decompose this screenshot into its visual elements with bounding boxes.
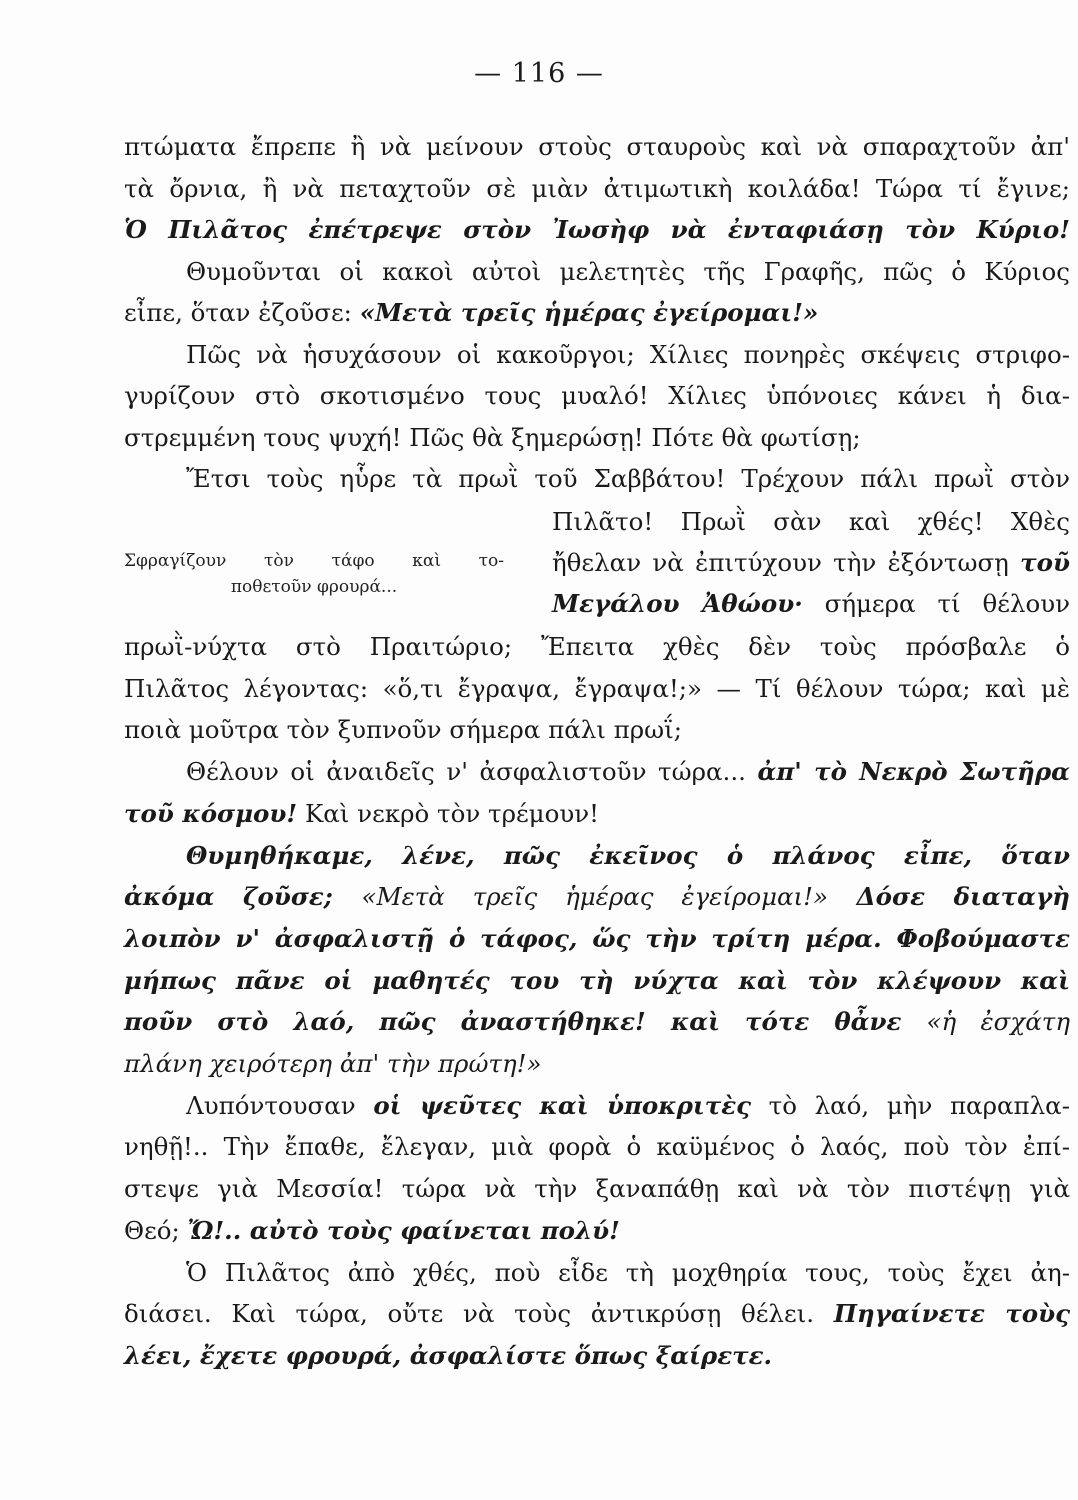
- text-line: [124, 296, 1070, 330]
- text-line: [124, 1047, 1070, 1081]
- emphasis-text: «Μετὰ τρεῖς ἡμέρας ἐγείρομαι!»: [361, 882, 829, 912]
- text-run: γυρίζουν στὸ σκοτισμένο τους μυαλό! Χίλιες ὑπόνοιες κάνει ἡ δια-: [124, 381, 1070, 410]
- margin-note-line: ποθετοῦν φρουρά...: [230, 577, 398, 597]
- text-line: [124, 130, 1070, 164]
- text-line: [124, 421, 1070, 455]
- emphasis-text: Μεγάλου Ἀθώου·: [552, 589, 803, 618]
- text-line: [124, 1005, 1070, 1039]
- text-line: [124, 880, 1070, 914]
- text-line: [552, 587, 1070, 621]
- text-run: πτώματα ἔπρεπε ἢ νὰ μείνουν στοὺς σταυροὺς καὶ νὰ σπαραχτοῦν ἀπ': [124, 132, 1070, 161]
- text-line: [124, 672, 1070, 706]
- text-line: [124, 172, 1070, 206]
- emphasis-text: ποῦν στὸ λαό, πῶς ἀναστήθηκε! καὶ τότε θἆνε: [124, 1007, 927, 1037]
- text-line: [124, 1130, 1070, 1164]
- text-line: [124, 630, 1070, 664]
- text-run: Θυμοῦνται οἱ κακοὶ αὐτοὶ μελετητὲς τῆς Γραφῆς, πῶς ὁ Κύριος: [186, 256, 1070, 286]
- text-run: Πῶς νὰ ἡσυχάσουν οἱ κακοῦργοι; Χίλιες πονηρὲς σκέψεις στριφο-: [186, 339, 1070, 369]
- text-run: Θέλουν οἱ ἀναιδεῖς ν' ἀσφαλιστοῦν τώρα...: [186, 757, 758, 787]
- emphasis-text: πλάνη χειρότερη ἀπ' τὴν πρώτη!»: [124, 1049, 542, 1078]
- text-run: ἤθελαν νὰ ἐπιτύχουν τὴν ἐξόντωσῃ: [552, 548, 1021, 577]
- emphasis-text: Δόσε διαταγὴ: [828, 882, 1070, 912]
- text-run: στρεμμένη τους ψυχή! Πῶς θὰ ξημερώσῃ! Πότε θὰ φωτίσῃ;: [124, 422, 861, 452]
- emphasis-text: οἱ ψεῦτες καὶ ὑποκριτὲς: [373, 1090, 752, 1120]
- text-run: νηθῇ!.. Τὴν ἔπαθε, ἔλεγαν, μιὰ φορὰ ὁ καϋμένος ὁ λαός, ποὺ τὸν ἐπί-: [124, 1132, 1070, 1162]
- emphasis-text: Πηγαίνετε τοὺς: [833, 1299, 1071, 1329]
- text-run: διάσει. Καὶ τώρα, οὔτε νὰ τοὺς ἀντικρύσῃ θέλει.: [124, 1299, 834, 1329]
- text-line: [186, 338, 1070, 372]
- text-run: Θεό;: [124, 1215, 188, 1245]
- emphasis-text: Ὁ Πιλᾶτος ἐπέτρεψε στὸν Ἰωσὴφ νὰ ἐνταφιάσῃ τὸν Κύριο!: [124, 215, 1070, 244]
- page-number: — 116 —: [474, 58, 604, 89]
- text-line: [124, 1214, 1070, 1248]
- text-run: τὸ λαό, μὴν παραπλα-: [751, 1090, 1071, 1120]
- margin-note-line: Σφραγίζουν τὸν τάφο καὶ το-: [124, 551, 504, 571]
- text-run: Πιλᾶτος λέγοντας: «ὅ,τι ἔγραψα, ἔγραψα!;» — Τί θέλουν τώρα; καὶ μὲ: [124, 673, 1070, 703]
- text-run: στεψε γιὰ Μεσσία! τώρα νὰ τὴν ξαναπάθῃ καὶ νὰ τὸν πιστέψῃ γιὰ: [124, 1174, 1070, 1204]
- text-run: εἶπε, ὅταν ἐζοῦσε:: [124, 298, 360, 327]
- emphasis-text: Ὤ!.. αὐτὸ τοὺς φαίνεται πολύ!: [187, 1215, 620, 1245]
- text-run: Λυπόντουσαν: [186, 1090, 374, 1120]
- text-line: [552, 546, 1070, 580]
- emphasis-text: Θυμηθήκαμε, λένε, πῶς ἐκεῖνος ὁ πλάνος εἶπε, ὅταν: [186, 840, 1070, 870]
- text-line: [124, 1297, 1070, 1331]
- text-line: [186, 839, 1070, 873]
- text-line: [124, 713, 1070, 747]
- text-run: Καὶ νεκρὸ τὸν τρέμουν!: [297, 798, 599, 828]
- emphasis-text: τοῦ: [1020, 548, 1070, 577]
- emphasis-text: «ἡ ἐσχάτη: [926, 1007, 1071, 1037]
- text-line: [186, 755, 1070, 789]
- margin-note: [124, 548, 504, 600]
- emphasis-text: μήπως πᾶνε οἱ μαθητές του τὴ νύχτα καὶ τὸν κλέψουν καὶ: [124, 965, 1070, 995]
- text-line: [124, 964, 1070, 998]
- emphasis-text: λοιπὸν ν' ἀσφαλιστῇ ὁ τάφος, ὥς τὴν τρίτη μέρα. Φοβούμαστε: [124, 923, 1070, 953]
- emphasis-text: λέει, ἔχετε φρουρά, ἀσφαλίστε ὅπως ξαίρετε.: [124, 1340, 773, 1370]
- emphasis-text: τοῦ κόσμου!: [124, 798, 298, 828]
- text-line: [186, 462, 1070, 496]
- emphasis-text: ἀκόμα ζοῦσε;: [124, 882, 362, 912]
- text-line: [552, 505, 1070, 539]
- text-run: τὰ ὄρνια, ἢ νὰ πεταχτοῦν σὲ μιὰν ἀτιμωτικὴ κοιλάδα! Τώρα τί ἔγινε;: [124, 173, 1070, 203]
- text-line: [124, 797, 1070, 831]
- emphasis-text: «Μετὰ τρεῖς ἡμέρας ἐγείρομαι!»: [359, 298, 819, 327]
- text-run: Ἔτσι τοὺς ηὗρε τὰ πρωῒ τοῦ Σαββάτου! Τρέχουν πάλι πρωῒ στὸν: [186, 464, 1070, 493]
- text-line: [124, 1172, 1070, 1206]
- text-line: [124, 922, 1070, 956]
- text-run: σήμερα τί θέλουν: [802, 589, 1071, 618]
- text-line: [186, 1089, 1070, 1123]
- text-run: πρωῒ-νύχτα στὸ Πραιτώριο; Ἔπειτα χθὲς δὲν τοὺς πρόσβαλε ὁ: [124, 632, 1070, 661]
- text-line: [186, 255, 1070, 289]
- text-line: [124, 1339, 1070, 1373]
- text-run: ποιὰ μοῦτρα τὸν ξυπνοῦν σήμερα πάλι πρωΐ;: [124, 715, 683, 745]
- text-run: Ὁ Πιλᾶτος ἀπὸ χθές, ποὺ εἶδε τὴ μοχθηρία τους, τοὺς ἔχει ἀη-: [186, 1257, 1070, 1287]
- emphasis-text: ἀπ' τὸ Νεκρὸ Σωτῆρα: [757, 757, 1070, 787]
- text-run: Πιλᾶτο! Πρωῒ σὰν καὶ χθές! Χθὲς: [552, 507, 1070, 536]
- text-line: [124, 213, 1070, 247]
- text-line: [124, 379, 1070, 413]
- text-line: [186, 1256, 1070, 1290]
